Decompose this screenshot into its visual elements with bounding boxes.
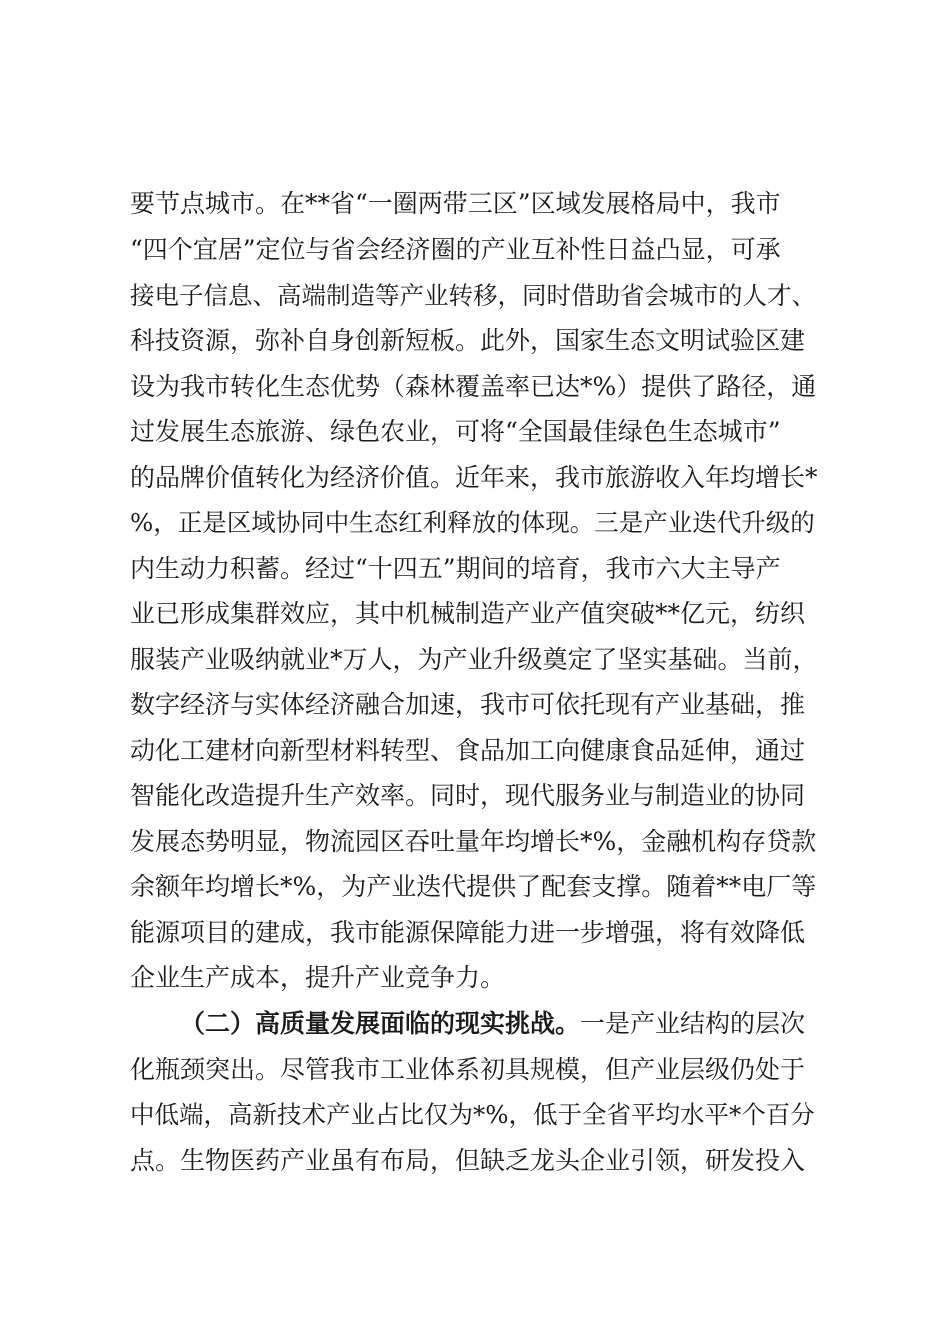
text-line: 服装产业吸纳就业*万人，为产业升级奠定了坚实基础。当前， (130, 645, 818, 674)
section-heading-line (180, 1006, 820, 1042)
text-line: 发展态势明显，物流园区吞吐量年均增长*%，金融机构存贷款 (130, 827, 817, 856)
text-line: 数字经济与实体经济融合加速，我市可依托现有产业基础，推 (130, 690, 806, 719)
section-heading: （二）高质量发展面临的现实挑战。 (180, 1009, 581, 1038)
text-line: 要节点城市。在**省“一圈两带三区”区域发展格局中，我市 (130, 189, 781, 218)
text-line: 企业生产成本，提升产业竞争力。 (130, 963, 506, 992)
heading-line-text: 一是产业结构的层次 (580, 1009, 806, 1038)
text-line: 科技资源，弥补自身创新短板。此外，国家生态文明试验区建 (130, 326, 806, 355)
text-line: 化瓶颈突出。尽管我市工业体系初具规模，但产业层级仍处于 (130, 1055, 806, 1084)
text-line: 接电子信息、高端制造等产业转移，同时借助省会城市的人才、 (130, 281, 816, 310)
text-line: 内生动力积蓄。经过“十四五”期间的培育，我市六大主导产 (130, 554, 781, 583)
text-line: 点。生物医药产业虽有布局，但缺乏龙头企业引领，研发投入 (130, 1146, 806, 1175)
text-line: 的品牌价值转化为经济价值。近年来，我市旅游收入年均增长* (130, 463, 818, 492)
text-line: 余额年均增长*%，为产业迭代提供了配套支撑。随着**电厂等 (130, 872, 817, 901)
text-line: 智能化改造提升生产效率。同时，现代服务业与制造业的协同 (130, 781, 806, 810)
text-line: 能源项目的建成，我市能源保障能力进一步增强，将有效降低 (130, 918, 806, 947)
text-line: 过发展生态旅游、绿色农业，可将“全国最佳绿色生态城市” (130, 417, 781, 446)
text-line: 动化工建材向新型材料转型、食品加工向健康食品延伸，通过 (130, 736, 806, 765)
text-line: 中低端，高新技术产业占比仅为*%，低于全省平均水平*个百分 (130, 1100, 815, 1129)
text-line: 业已形成集群效应，其中机械制造产业产值突破**亿元，纺织 (130, 599, 806, 628)
text-line: %，正是区域协同中生态红利释放的体现。三是产业迭代升级的 (130, 508, 815, 537)
text-line: “四个宜居”定位与省会经济圈的产业互补性日益凸显，可承 (130, 235, 781, 264)
text-line: 设为我市转化生态优势（森林覆盖率已达*%）提供了路径，通 (130, 372, 817, 401)
